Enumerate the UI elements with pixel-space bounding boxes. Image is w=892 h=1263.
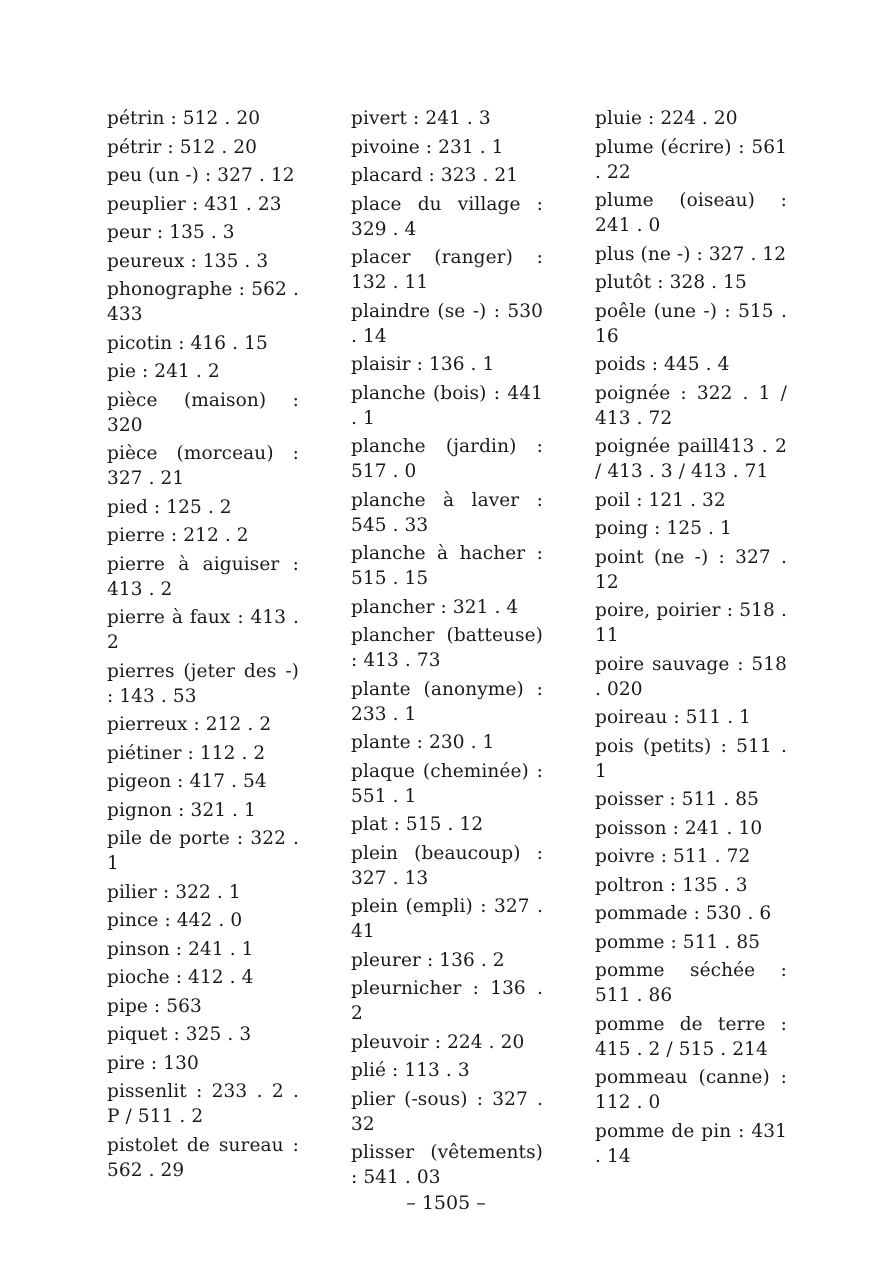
index-entry: planche (jardin) : 517 . 0 xyxy=(351,436,543,482)
index-entry: pierre à aiguiser : 413 . 2 xyxy=(107,553,299,600)
index-entry: plein (empli) : 327 . 41 xyxy=(351,896,543,942)
index-entry: pommeau (canne) : 112 . 0 xyxy=(595,1067,787,1113)
index-entry: pomme de terre : 415 . 2 / 515 . 214 xyxy=(595,1013,787,1060)
index-entry: pois (petits) : 511 . 1 xyxy=(595,735,787,782)
index-entry: poil : 121 . 32 xyxy=(595,489,726,511)
index-entry: pièce (morceau) : 327 . 21 xyxy=(107,443,299,489)
index-entry: poignée paill413 . 2 / 413 . 3 / 413 . 71 xyxy=(595,436,787,482)
index-entry: plancher (batteuse) : 413 . 73 xyxy=(351,625,543,671)
index-entry: pie : 241 . 2 xyxy=(107,361,220,382)
index-entry: plein (beaucoup) : 327 . 13 xyxy=(351,842,543,889)
index-entry: pomme de pin : 431 . 14 xyxy=(595,1120,787,1167)
index-entry: pomme séchée : 511 . 86 xyxy=(595,960,787,1006)
index-entry: planche à hacher : 515 . 15 xyxy=(351,543,543,589)
index-entry: poing : 125 . 1 xyxy=(595,518,732,539)
index-entry: plaindre (se -) : 530 . 14 xyxy=(351,300,543,347)
index-entry: poivre : 511 . 72 xyxy=(595,846,751,867)
index-entry: pierres (jeter des -) : 143 . 53 xyxy=(107,660,299,707)
index-entry: pleurer : 136 . 2 xyxy=(351,949,505,971)
index-entry: plaisir : 136 . 1 xyxy=(351,354,495,375)
index-entry: placard : 323 . 21 xyxy=(351,165,519,186)
index-entry: poire sauvage : 518 . 020 xyxy=(595,653,787,700)
index-column-3 xyxy=(595,106,787,1194)
page-number: – 1505 – xyxy=(406,1192,486,1214)
index-entry: plume (oiseau) : 241 . 0 xyxy=(595,190,787,236)
index-entry: planche à laver : 545 . 33 xyxy=(351,489,543,536)
index-entry: poisser : 511 . 85 xyxy=(595,789,759,810)
index-entry: pluie : 224 . 20 xyxy=(595,108,738,129)
index-entry: pétrir : 512 . 20 xyxy=(107,136,258,158)
index-entry: pipe : 563 xyxy=(107,995,202,1017)
index-entry: pièce (maison) : 320 xyxy=(107,389,299,436)
index-columns xyxy=(107,106,788,1194)
index-entry: pleurnicher : 136 . 2 xyxy=(351,978,543,1024)
index-entry: pilier : 322 . 1 xyxy=(107,881,241,903)
index-entry: pistolet de sureau : 562 . 29 xyxy=(107,1134,299,1181)
index-entry: pince : 442 . 0 xyxy=(107,910,243,931)
index-entry: poltron : 135 . 3 xyxy=(595,874,748,896)
index-entry: poignée : 322 . 1 / 413 . 72 xyxy=(595,382,787,429)
index-entry: pioche : 412 . 4 xyxy=(107,967,254,988)
index-column-1 xyxy=(107,106,299,1194)
index-entry: plier (-sous) : 327 . 32 xyxy=(351,1088,543,1135)
index-entry: plisser (vêtements) : 541 . 03 xyxy=(351,1142,543,1188)
index-entry: plutôt : 328 . 15 xyxy=(595,272,747,293)
index-entry: poireau : 511 . 1 xyxy=(595,707,752,728)
index-entry: plante (anonyme) : 233 . 1 xyxy=(351,678,543,725)
index-entry: pignon : 321 . 1 xyxy=(107,799,256,821)
index-entry: plancher : 321 . 4 xyxy=(351,596,519,618)
index-entry: pigeon : 417 . 54 xyxy=(107,771,267,792)
index-entry: peu (un -) : 327 . 12 xyxy=(107,165,295,186)
index-entry: pied : 125 . 2 xyxy=(107,496,232,518)
index-entry: plié : 113 . 3 xyxy=(351,1060,470,1081)
index-entry: poêle (une -) : 515 . 16 xyxy=(595,300,787,347)
index-entry: pire : 130 xyxy=(107,1052,199,1074)
index-entry: pivert : 241 . 3 xyxy=(351,108,491,129)
index-entry: poids : 445 . 4 xyxy=(595,354,730,375)
index-entry: pierre : 212 . 2 xyxy=(107,525,249,546)
index-entry: pétrin : 512 . 20 xyxy=(107,108,261,129)
index-entry: pile de porte : 322 . 1 xyxy=(107,828,299,874)
index-entry: picotin : 416 . 15 xyxy=(107,332,268,354)
index-entry: peur : 135 . 3 xyxy=(107,222,235,243)
index-entry: piquet : 325 . 3 xyxy=(107,1024,252,1045)
index-entry: peuplier : 431 . 23 xyxy=(107,193,282,215)
index-entry: place du village : 329 . 4 xyxy=(351,193,543,240)
index-entry: poire, poirier : 518 . 11 xyxy=(595,600,787,646)
index-entry: plat : 515 . 12 xyxy=(351,814,484,835)
index-entry: pommade : 530 . 6 xyxy=(595,903,772,924)
index-entry: placer (ranger) : 132 . 11 xyxy=(351,247,543,293)
index-entry: pleuvoir : 224 . 20 xyxy=(351,1031,525,1053)
index-entry: pinson : 241 . 1 xyxy=(107,938,254,960)
index-entry: point (ne -) : 327 . 12 xyxy=(595,546,787,593)
index-entry: phonographe : 562 . 433 xyxy=(107,279,299,325)
index-entry: pierre à faux : 413 . 2 xyxy=(107,607,299,653)
index-entry: plante : 230 . 1 xyxy=(351,732,495,753)
index-entry: poisson : 241 . 10 xyxy=(595,817,763,839)
index-column-2 xyxy=(351,106,543,1194)
index-entry: plus (ne -) : 327 . 12 xyxy=(595,243,787,265)
index-entry: plaque (cheminée) : 551 . 1 xyxy=(351,760,543,807)
index-entry: piétiner : 112 . 2 xyxy=(107,742,266,764)
index-entry: planche (bois) : 441 . 1 xyxy=(351,382,543,429)
index-entry: pissenlit : 233 . 2 . P / 511 . 2 xyxy=(107,1081,299,1127)
index-entry: pomme : 511 . 85 xyxy=(595,931,761,953)
index-entry: pivoine : 231 . 1 xyxy=(351,136,504,158)
index-entry: pierreux : 212 . 2 xyxy=(107,714,272,735)
index-entry: peureux : 135 . 3 xyxy=(107,250,269,272)
index-entry: plume (écrire) : 561 . 22 xyxy=(595,136,787,183)
